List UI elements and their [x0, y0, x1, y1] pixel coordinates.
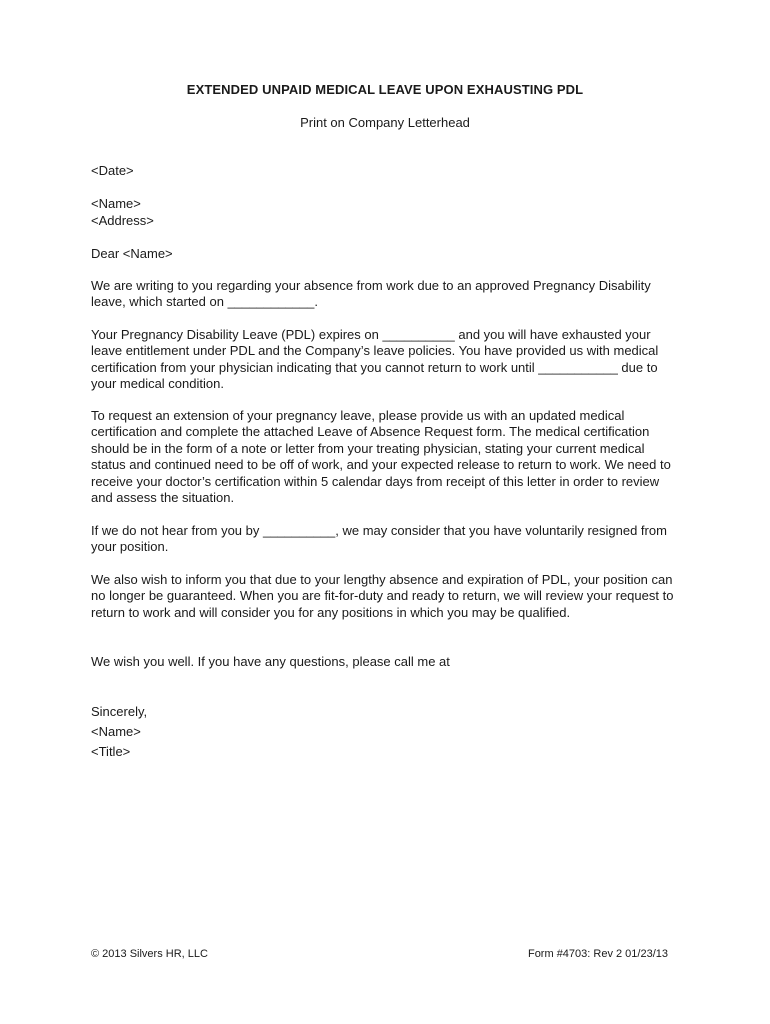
document-title: EXTENDED UNPAID MEDICAL LEAVE UPON EXHAUSTING PDL — [186, 82, 584, 97]
salutation: Dear <Name> — [91, 246, 173, 261]
date-placeholder: <Date> — [91, 163, 134, 178]
signer-title: <Title> — [91, 744, 131, 759]
footer-copyright: © 2013 Silvers HR, LLC — [91, 948, 208, 960]
paragraph-extension-request: To request an extension of your pregnancy leave, please provide us with an updated medical certification and complete the attached Leave of Absence Request form. The medical certification should be in the form of a note or letter from your treating physician, stating your current medical status and continued need to be off of work, and your expected release to return to work. We need to receive your doctor’s certification within 5 calendar days from receipt of this letter in order to review and assess the situation. — [91, 408, 671, 506]
paragraph-resignation-notice: If we do not hear from you by __________, we may consider that you have voluntarily resigned from your position. — [91, 523, 667, 555]
footer-form-info: Form #4703: Rev 2 01/23/13 — [527, 948, 668, 960]
signer-name: <Name> — [91, 724, 141, 739]
paragraph-pdl-expiration: Your Pregnancy Disability Leave (PDL) expires on __________ and you will have exhausted your leave entitlement under PDL and the Company’s leave policies. You have provided us with medical certification from your physician indicating that you cannot return to work until ___________ due to your medical condition. — [91, 327, 659, 392]
paragraph-position-notice: We also wish to inform you that due to your lengthy absence and expiration of PDL, your position can no longer be guaranteed. When you are fit-for-duty and ready to return, we will review your request to return to work and will consider you for any positions in which you may be qualified. — [91, 572, 674, 620]
recipient-name: <Name> — [91, 196, 141, 211]
paragraph-leave-start: We are writing to you regarding your absence from work due to an approved Pregnancy Disability leave, which started on ____________. — [91, 278, 651, 310]
document-subtitle: Print on Company Letterhead — [300, 115, 470, 130]
closing: Sincerely, — [91, 704, 148, 719]
recipient-address: <Address> — [91, 213, 154, 228]
paragraph-well-wishes: We wish you well. If you have any questions, please call me at — [91, 654, 450, 669]
